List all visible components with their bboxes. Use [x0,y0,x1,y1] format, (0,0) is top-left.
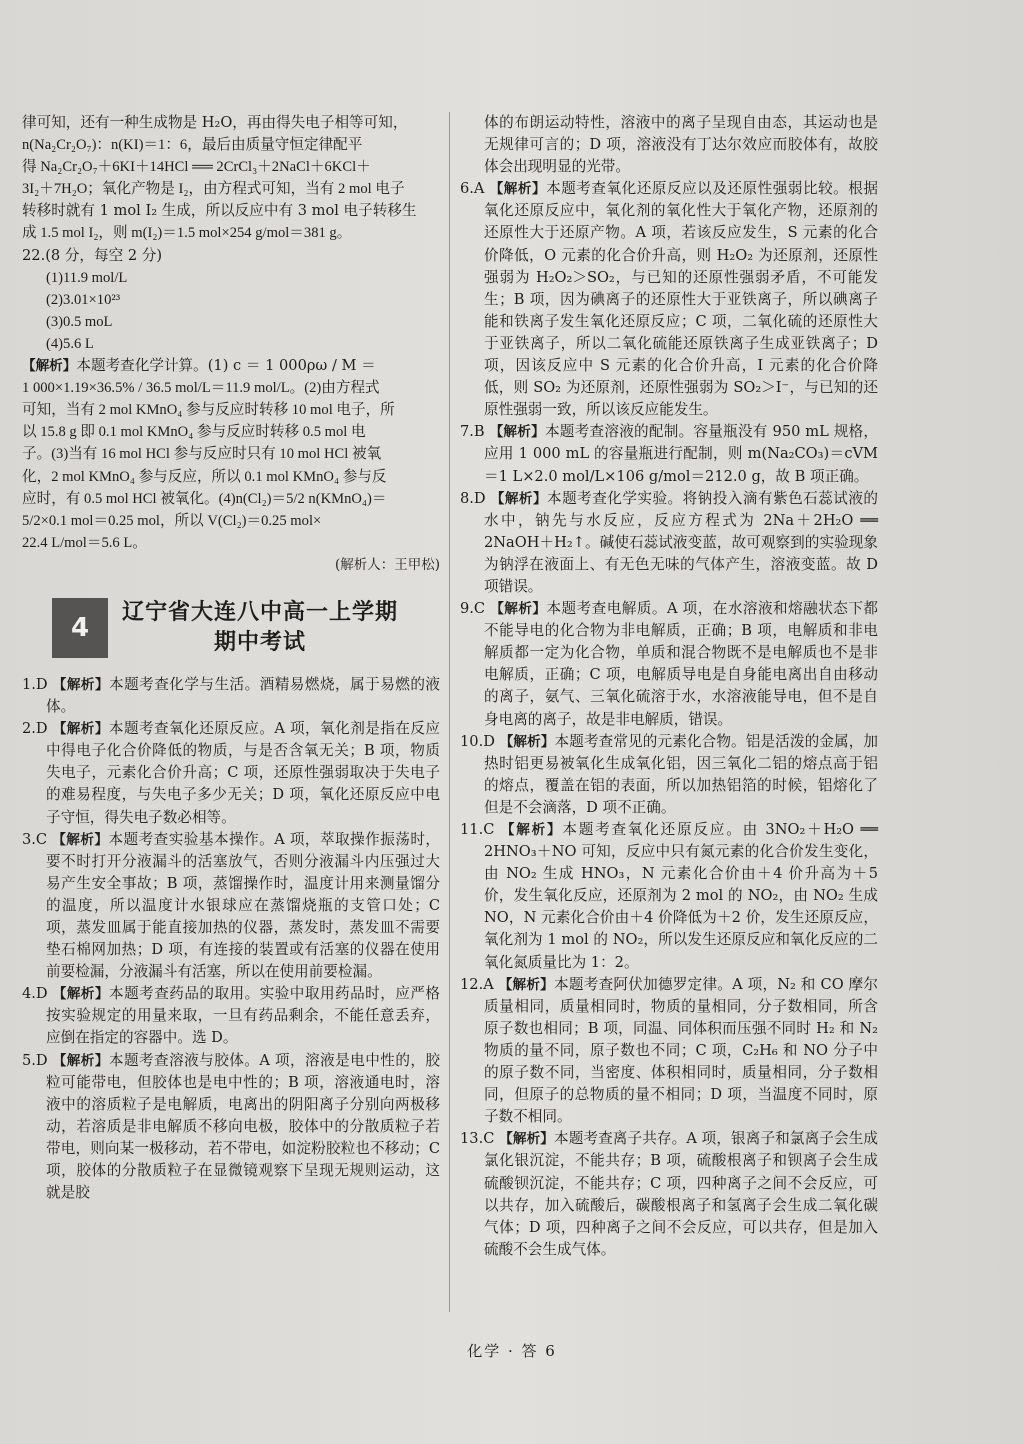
column-divider [449,112,450,1312]
section-title [122,598,398,658]
q22-analysis-line: 以 15.8 g 即 0.1 mol KMnO₄ 参与反应时转移 0.5 mol 电 [22,424,366,441]
continued-text-line: n(Na₂Cr₂O₇)：n(KI)＝1：6，最后由质量守恒定律配平 [22,137,363,154]
answer-item: 2.D 【解析】本题考查氧化还原反应。A 项，氧化剂是指在反应中得电子化合价降低的物质，与是否含氧无关；B 项，物质失电子，元素化合价升高；C 项，还原性强弱取决于失电子的难易程度，与失电子多少无关；D 项，氧化还原反应中电子守恒，得失电子数必相等。 [22,720,441,826]
q22-analysis-line: 5/2×0.1 mol＝0.25 mol，所以 V(Cl₂)＝0.25 mol× [22,512,322,529]
analysis-tag: 【解析】 [499,733,555,750]
analysis-tag: 【解析】 [52,1052,109,1069]
analysis-tag: 【解析】 [52,676,110,693]
continued-text-line: 转移时就有 1 mol I₂ 生成，所以反应中有 3 mol 电子转移生 [22,202,417,220]
answer-item: 11.C 【解析】本题考查氧化还原反应。由 3NO₂＋H₂O ══ 2HNO₃＋NO 可知，反应中只有氮元素的化合价发生变化，由 NO₂ 生成 HNO₃，N 元素化合价由＋4 价升高为＋5 价，发生氧化反应，还原剂为 2 mol 的 NO₂，由 NO₂ 生成 NO，N 元素化合价由＋4 价降低为＋2 价，发生还原反应，氧化剂为 1 mol 的 NO₂，所以发生还原反应和氧化反应的二氧化氮质量比为 1：2。 [460,821,879,971]
answer-item: 12.A 【解析】本题考查阿伏加德罗定律。A 项，N₂ 和 CO 摩尔质量相同，质量相同时，物质的量相同，分子数相同，所含原子数也相同；B 项，同温、同体积而压强不同时 H₂ 和 N₂ 物质的量不同，原子数也不同；C 项，C₂H₆ 和 NO 分子中的原子数不同，当密度、体积相同时，质量相同，分子数相同，但原子的总物质的量不相同；D 项，当温度不同时，原子数不相同。 [460,975,878,1126]
continued-paragraph: 体的布朗运动特性，溶液中的离子呈现自由态，其运动也是无规律可言的；D 项，溶液没有丁达尔效应而胶体有，故胶体会出现明显的光带。 [484,114,878,176]
section-title-line: 辽宁省大连八中高一上学期 [122,599,399,625]
answer-item: 1.D 【解析】本题考查化学与生活。酒精易燃烧，属于易燃的液体。 [22,675,440,716]
page-footer: 化学 · 答 6 [467,1342,557,1360]
analysis-tag: 【解析】 [490,601,547,618]
section-number-badge: 4 [52,598,108,658]
answer-item: 4.D 【解析】本题考查药品的取用。实验中取用药品时，应严格按实验规定的用量来取，一旦有药品剩余，不能任意丢弃，应倒在指定的容器中。选 D。 [22,985,440,1047]
right-column [460,112,878,1261]
analysis-tag: 【解析】 [489,424,545,441]
analysis-tag: 【解析】 [52,721,109,738]
q22-analysis-line: 子。(3)当有 16 mol HCl 参与反应时只有 10 mol HCl 被氧 [22,446,382,463]
answer-item: 3.C 【解析】本题考查实验基本操作。A 项，萃取操作振荡时，要不时打开分液漏斗的活塞放气，否则分液漏斗内压强过大易产生安全事故；B 项，蒸馏操作时，温度计用来测量馏分的温度，所以温度计水银球应在蒸馏烧瓶的支管口处；C 项，蒸发皿属于能直接加热的仪器，蒸发时，蒸发皿不需要垫石棉网加热；D 项，有连接的装置或有活塞的仪器在使用前要检漏，分液漏斗有活塞，所以在使用前要检漏。 [22,830,441,981]
analysis-tag: 【解析】 [52,986,110,1003]
continued-text-line: 3I₂＋7H₂O；氧化产物是 I₂，由方程式可知，当有 2 mol 电子 [22,181,405,198]
analysis-tag: 【解析】 [489,181,547,198]
q22-analysis-line: 化，2 mol KMnO₄ 参与反应，所以 0.1 mol KMnO₄ 参与反 [22,468,387,485]
q22-answer: (4)5.6 L [46,335,94,352]
answer-item: 10.D 【解析】本题考查常见的元素化合物。铝是活泼的金属，加热时铝更易被氧化生成氧化铝，因三氧化二铝的熔点高于铝的熔点，覆盖在铝的表面，所以加热铝箔的时候，铝熔化了但是不会滴落，D 项不正确。 [460,732,879,816]
section-header [52,598,440,658]
q22-answer: (2)3.01×10²³ [46,291,121,308]
answer-item: 9.C 【解析】本题考查电解质。A 项，在水溶液和熔融状态下都不能导电的化合物为非电解质，正确；B 项，电解质和非电解质都一定为化合物，单质和混合物既不是电解质也不是非电解质，正确；C 项，电解质导电是自身能电离出自由移动的离子，氨气、三氧化硫溶于水，水溶液能导电，但不是自身电离的离子，故是非电解质，错误。 [460,600,879,728]
q22-analysis-line: 1 000×1.19×36.5% / 36.5 mol/L＝11.9 mol/L。(2)由方程式 [22,380,380,397]
q22-analysis-line: 22.4 L/mol＝5.6 L。 [22,534,147,551]
analyst-signature: (解析人：王甲松) [334,556,440,573]
left-column [22,112,440,1204]
analysis-tag: 【解析】 [500,822,563,838]
continued-text-line: 成 1.5 mol I₂，则 m(I₂)＝1.5 mol×254 g/mol＝381 g。 [22,225,352,242]
q22-analysis-line: 【解析】本题考查化学计算。(1) c ＝ 1 000ρω / M ＝ [22,357,376,375]
q22-answer: (1)11.9 mol/L [46,269,128,286]
answer-item: 6.A 【解析】本题考查氧化还原反应以及还原性强弱比较。根据氧化还原反应中，氧化剂的氧化性大于氧化产物，还原剂的还原性大于还原产物。A 项，若该反应发生，S 元素的化合价降低，O 元素的化合价升高，则 H₂O₂ 为还原剂，还原性强弱为 H₂O₂＞SO₂，与已知的还原性强弱矛盾，不可能发生；B 项，因为碘离子的还原性大于亚铁离子，所以碘离子能和铁离子发生氧化还原反应；C 项，二氧化硫的还原性大于亚铁离子，所以二氧化硫能还原铁离子生成亚铁离子；D 项，因该反应中 S 元素的化合价升高，I 元素的化合价降低，则 SO₂ 为还原剂，还原性强弱为 SO₂＞I⁻，与已知的还原性强弱一致，所以该反应能发生。 [460,180,878,419]
continued-text-line: 得 Na₂Cr₂O₇＋6KI＋14HCl ══ 2CrCl₃＋2NaCl＋6KCl＋ [22,159,371,176]
analysis-tag: 【解析】 [499,1131,554,1148]
q22-analysis-line: 应时，有 0.5 mol HCl 被氧化。(4)n(Cl₂)＝5/2 n(KMnO₄)＝ [22,490,387,507]
continued-text-line: 律可知，还有一种生成物是 H₂O，再由得失电子相等可知， [22,114,408,131]
analysis-tag: 【解析】 [22,358,77,375]
q22-header: 22.(8 分，每空 2 分) [22,246,163,264]
section-title-line: 期中考试 [214,629,307,655]
answer-item: 8.D 【解析】本题考查化学实验。将钠投入滴有紫色石蕊试液的水中，钠先与水反应，反应方程式为 2Na＋2H₂O ══ 2NaOH＋H₂↑。碱使石蕊试液变蓝，故可观察到的实验现象为钠浮在液面上、有无色无味的气体产生，溶液变蓝。故 D 项错误。 [460,489,878,595]
analysis-tag: 【解析】 [490,490,548,507]
q22-analysis-line: 可知，当有 2 mol KMnO₄ 参与反应时转移 10 mol 电子，所 [22,402,395,419]
answer-item: 7.B 【解析】本题考查溶液的配制。容量瓶没有 950 mL 规格，应用 1 000 mL 的容量瓶进行配制，则 m(Na₂CO₃)＝cVM＝1 L×2.0 mol/L×106 g/mol＝212.0 g，故 B 项正确。 [460,423,879,485]
q22-answer: (3)0.5 moL [46,313,113,330]
answer-item: 13.C 【解析】本题考查离子共存。A 项，银离子和氯离子会生成氯化银沉淀，不能共存；B 项，硫酸根离子和钡离子会生成硫酸钡沉淀，不能共存；C 项，四种离子之间不会反应，可以共存，加入硫酸后，碳酸根离子和氢离子会生成二氧化碳气体；D 项，四种离子之间不会反应，可以共存，但是加入硫酸不会生成气体。 [460,1130,879,1258]
answer-item: 5.D 【解析】本题考查溶液与胶体。A 项，溶液是电中性的，胶粒可能带电，但胶体也是电中性的；B 项，溶液通电时，溶液中的溶质粒子是电解质，电离出的阴阳离子分别向两极移动，若溶质是非电解质不移向电极，胶体中的分散质粒子若带电，则向某一极移动，若不带电，如淀粉胶粒也不移动；C 项，胶体的分散质粒子在显微镜观察下呈现无规则运动，这就是胶 [22,1051,441,1202]
analysis-tag: 【解析】 [498,976,555,993]
analysis-tag: 【解析】 [52,831,109,848]
